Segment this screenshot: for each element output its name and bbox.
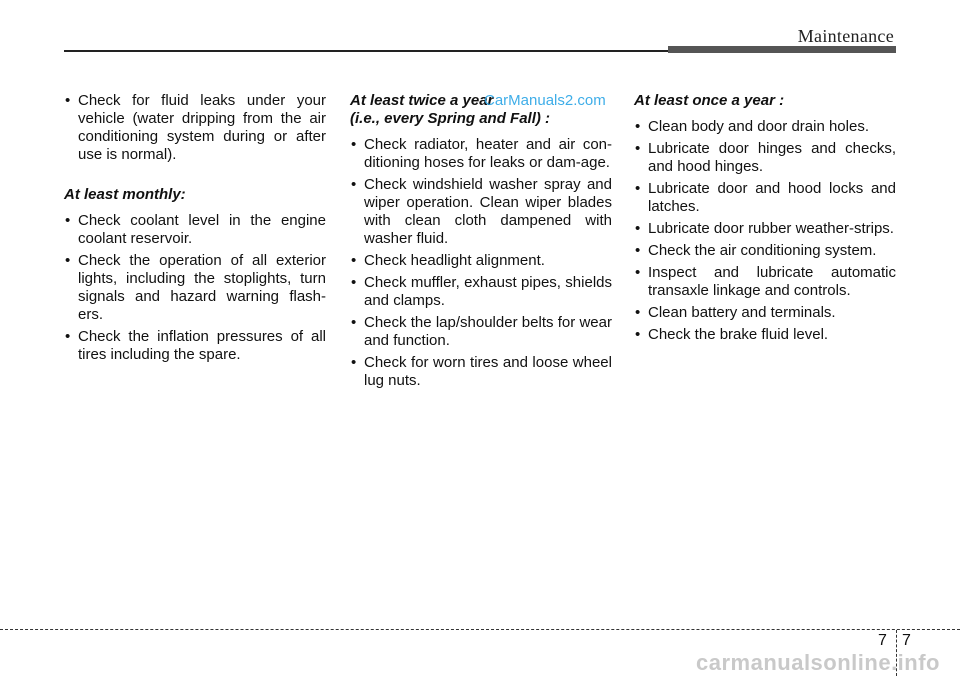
section-title: Maintenance: [797, 26, 894, 46]
column-monthly: [64, 92, 326, 368]
list-item: • Lubricate door and hood locks and latches.: [634, 180, 896, 216]
list-item: • Check the air conditioning system.: [634, 242, 896, 260]
footer-rule: [0, 629, 960, 630]
heading-once-a-year: At least once a year :: [634, 92, 785, 109]
list-item: • Lubricate door hinges and checks, and hood hinges.: [634, 140, 896, 176]
list-item: • Check headlight alignment.: [350, 252, 612, 270]
twice-a-year-list: [350, 136, 612, 390]
chapter-number: 7: [878, 632, 887, 649]
column-once-a-year: [634, 92, 896, 348]
header-accent-bar: [668, 46, 896, 53]
page-number: 7: [902, 632, 911, 649]
list-item: • Lubricate door rubber weather-strips.: [634, 220, 896, 238]
list-item: • Check the inflation pressures of all tires including the spare.: [64, 328, 326, 364]
list-item: • Check windshield washer spray and wiper operation. Clean wiper blades with clean cloth dampened with washer fluid.: [350, 176, 612, 248]
list-item: • Check muffler, exhaust pipes, shields and clamps.: [350, 274, 612, 310]
list-item: • Check coolant level in the engine coolant reservoir.: [64, 212, 326, 248]
column-twice-a-year: [350, 92, 612, 394]
list-item: • Clean battery and terminals.: [634, 304, 896, 322]
monthly-list: [64, 212, 326, 364]
heading-line-2: (i.e., every Spring and Fall) :: [350, 110, 551, 127]
heading-line-1: At least twice a year: [350, 92, 494, 109]
list-item: • Check the brake fluid level.: [634, 326, 896, 344]
list-item: • Check the operation of all exterior lights, including the stoplights, turn signals and hazard warning flash-ers.: [64, 252, 326, 324]
list-item: • Check for fluid leaks under your vehicle (water dripping from the air conditioning system during or after use is normal).: [64, 92, 326, 164]
list-item: • Clean body and door drain holes.: [634, 118, 896, 136]
bottom-watermark: carmanualsonline.info: [696, 650, 940, 675]
once-a-year-list: [634, 118, 896, 344]
list-item: • Check the lap/shoulder belts for wear and function.: [350, 314, 612, 350]
list-item: • Inspect and lubricate automatic transaxle linkage and controls.: [634, 264, 896, 300]
watermark-link[interactable]: CarManuals2.com: [484, 92, 606, 109]
intro-list: [64, 92, 326, 164]
list-item: • Check radiator, heater and air con-ditioning hoses for leaks or dam-age.: [350, 136, 612, 172]
heading-monthly: At least monthly:: [64, 186, 186, 203]
list-item: • Check for worn tires and loose wheel lug nuts.: [350, 354, 612, 390]
header-rule: [64, 50, 668, 52]
